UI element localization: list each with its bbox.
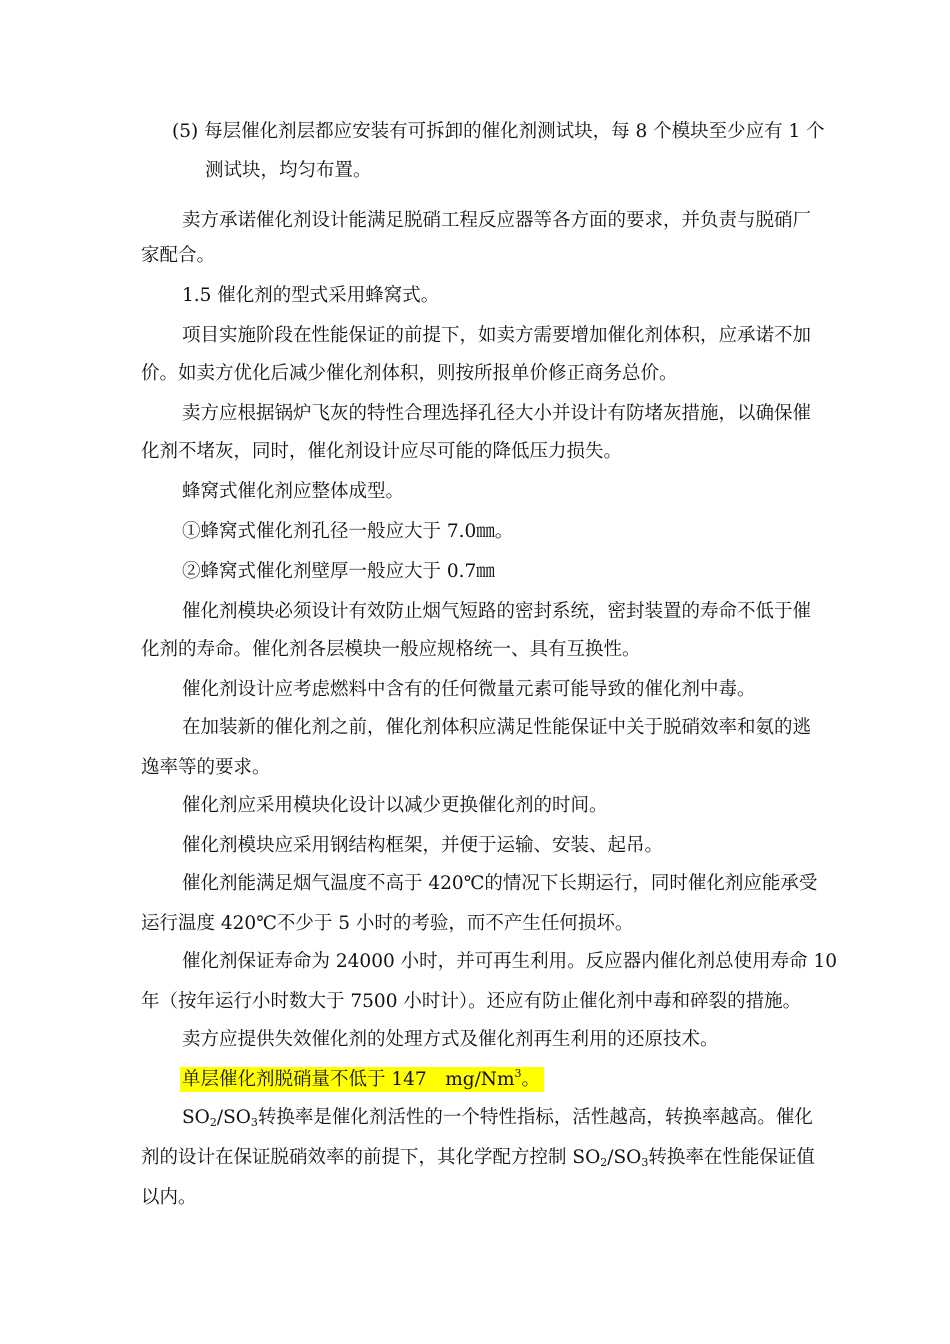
highlight-mark xyxy=(180,1067,544,1092)
paragraph-disposal: 卖方应提供失效催化剂的处理方式及催化剂再生利用的还原技术。 xyxy=(182,1029,719,1050)
item-5-line-2: 测试块，均匀布置。 xyxy=(205,160,372,181)
paragraph-frame: 催化剂模块应采用钢结构框架，并便于运输、安装、起吊。 xyxy=(182,835,664,856)
subscript-3-b: 3 xyxy=(641,1156,649,1169)
paragraph-seal-line-1: 催化剂模块必须设计有效防止烟气短路的密封系统，密封装置的寿命不低于催 xyxy=(182,601,812,622)
paragraph-new-catalyst-line-1: 在加装新的催化剂之前，催化剂体积应满足性能保证中关于脱硝效率和氨的逃 xyxy=(182,717,812,738)
paragraph-volume-line-2: 价。如卖方优化后减少催化剂体积，则按所报单价修正商务总价。 xyxy=(141,363,678,384)
so2-line-1-text: 转换率是催化剂活性的一个特性指标，活性越高，转换率越高。催化 xyxy=(257,1107,813,1128)
paragraph-honeycomb: 蜂窝式催化剂应整体成型。 xyxy=(182,481,405,502)
paragraph-poison: 催化剂设计应考虑燃料中含有的任何微量元素可能导致的催化剂中毒。 xyxy=(182,679,756,700)
section-1-5-heading: 1.5 催化剂的型式采用蜂窝式。 xyxy=(182,285,440,306)
paragraph-pore-line-2: 化剂不堵灰，同时，催化剂设计应尽可能的降低压力损失。 xyxy=(141,441,623,462)
so3-formula-s: /SO xyxy=(216,1107,251,1128)
paragraph-so2-line-1 xyxy=(182,1106,813,1130)
so2-formula-s-2: SO xyxy=(572,1147,601,1168)
highlight-text: 单层催化剂脱硝量不低于 147 mg/Nm xyxy=(182,1069,515,1090)
so2-formula-s: SO xyxy=(182,1107,210,1128)
paragraph-temperature-line-2: 运行温度 420℃不少于 5 小时的考验，而不产生任何损坏。 xyxy=(141,913,634,934)
paragraph-so2-line-2 xyxy=(141,1146,815,1170)
paragraph-temperature-line-1: 催化剂能满足烟气温度不高于 420℃的情况下长期运行，同时催化剂应能承受 xyxy=(182,873,818,894)
paragraph-life-line-2: 年（按年运行小时数大于 7500 小时计）。还应有防止催化剂中毒和碎裂的措施。 xyxy=(141,991,802,1012)
so2-line-2-text: 剂的设计在保证脱硝效率的前提下，其化学配方控制 xyxy=(141,1147,573,1168)
paragraph-wall-thickness: ②蜂窝式催化剂壁厚一般应大于 0.7㎜ xyxy=(182,561,495,582)
subscript-2: 2 xyxy=(209,1116,217,1129)
paragraph-new-catalyst-line-2: 逸率等的要求。 xyxy=(141,757,271,778)
paragraph-seal-line-2: 化剂的寿命。催化剂各层模块一般应规格统一、具有互换性。 xyxy=(141,639,641,660)
paragraph-so2-line-3: 以内。 xyxy=(141,1187,197,1208)
paragraph-pore-size: ①蜂窝式催化剂孔径一般应大于 7.0㎜。 xyxy=(182,521,514,542)
item-5-line-1: (5) 每层催化剂层都应安装有可拆卸的催化剂测试块，每 8 个模块至少应有 1 个 xyxy=(172,121,825,142)
paragraph-life-line-1: 催化剂保证寿命为 24000 小时，并可再生利用。反应器内催化剂总使用寿命 10 xyxy=(182,951,838,972)
paragraph-modular: 催化剂应采用模块化设计以减少更换催化剂的时间。 xyxy=(182,795,608,816)
so2-line-2-rest: 转换率在性能保证值 xyxy=(648,1147,815,1168)
paragraph-volume-line-1: 项目实施阶段在性能保证的前提下，如卖方需要增加催化剂体积，应承诺不加 xyxy=(182,325,812,346)
so3-formula-s-2: /SO xyxy=(607,1147,642,1168)
highlight-period: 。 xyxy=(521,1069,541,1090)
paragraph-pore-line-1: 卖方应根据锅炉飞灰的特性合理选择孔径大小并设计有防堵灰措施，以确保催 xyxy=(182,403,812,424)
paragraph-seller-commit-line-2: 家配合。 xyxy=(141,245,216,266)
subscript-2-b: 2 xyxy=(600,1156,608,1169)
paragraph-seller-commit-line-1: 卖方承诺催化剂设计能满足脱硝工程反应器等各方面的要求，并负责与脱硝厂 xyxy=(182,210,812,231)
superscript-3: 3 xyxy=(514,1067,522,1080)
highlighted-denitration-requirement xyxy=(180,1068,544,1092)
subscript-3: 3 xyxy=(250,1116,258,1129)
